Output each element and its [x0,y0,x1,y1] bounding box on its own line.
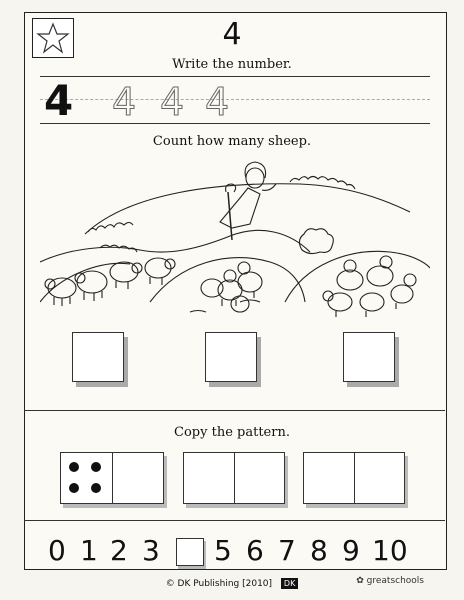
page-number: 4 [222,17,242,52]
missing-number-box[interactable] [176,538,204,566]
number-8: 8 [310,534,328,567]
number-9: 9 [342,534,360,567]
number-line [44,531,424,571]
copyright-text: © DK Publishing [2010] [165,579,273,589]
dot [69,462,79,472]
section-divider [24,520,445,521]
handwriting-row [40,76,430,124]
trace-digit[interactable]: 4 [160,80,185,124]
sheep-count-box-3[interactable] [343,332,395,382]
domino-left-half [61,453,112,503]
number-7: 7 [278,534,296,567]
dot [91,483,101,493]
sheep-count-box-2[interactable] [205,332,257,382]
sheep-count-box-1[interactable] [72,332,124,382]
dot [91,462,101,472]
greatschools-icon: ✿ [356,576,364,586]
pattern-instruction: Copy the pattern. [174,425,290,440]
domino-right-half [112,453,164,503]
copy-domino-1[interactable] [183,452,285,504]
number-1: 1 [80,534,98,567]
number-2: 2 [110,534,128,567]
sheep-hillside-illustration [40,152,430,330]
copy-domino-2[interactable] [303,452,405,504]
number-6: 6 [246,534,264,567]
greatschools-logo: ✿ greatschools [356,576,424,586]
example-domino [60,452,164,504]
number-3: 3 [142,534,160,567]
number-5: 5 [214,534,232,567]
dk-logo: DK [281,578,298,589]
number-0: 0 [48,534,66,567]
write-instruction: Write the number. [172,57,292,72]
trace-digit[interactable]: 4 [205,80,230,124]
solid-digit: 4 [44,76,74,125]
count-instruction: Count how many sheep. [152,134,312,149]
trace-digit[interactable]: 4 [112,80,137,124]
section-divider [24,410,445,411]
dot [69,483,79,493]
number-10: 10 [372,534,408,567]
